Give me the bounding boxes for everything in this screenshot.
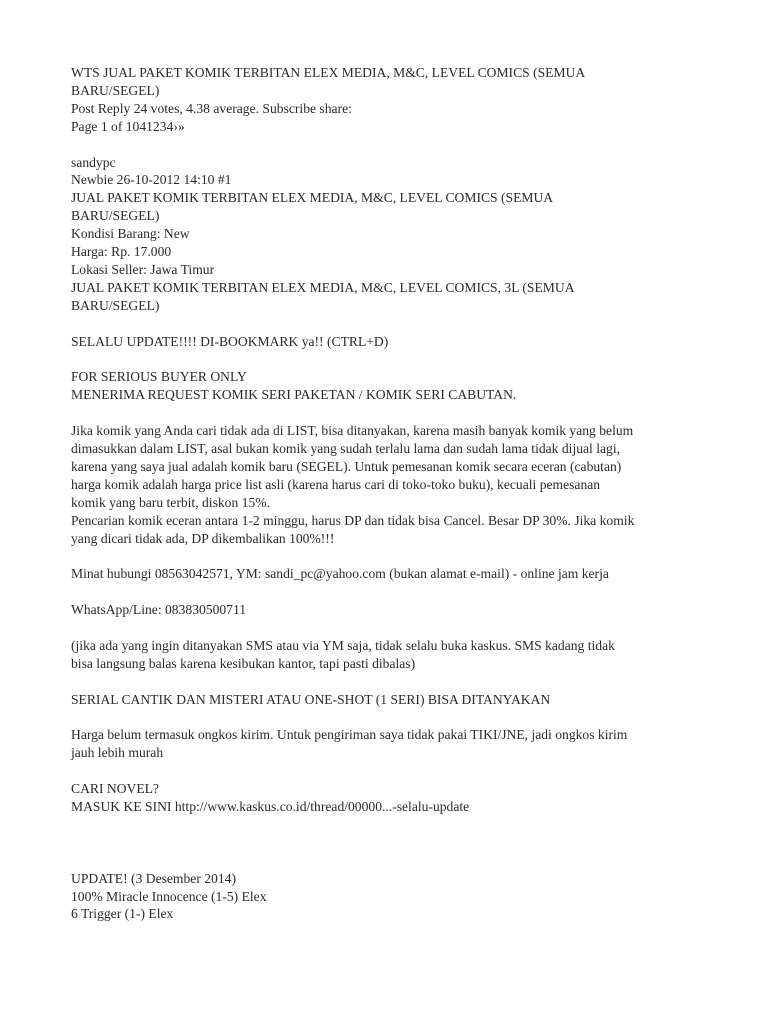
- thread-title-line-1: WTS JUAL PAKET KOMIK TERBITAN ELEX MEDIA, M&C, LEVEL COMICS (SEMUA: [71, 65, 586, 80]
- post-meta: Newbie 26-10-2012 14:10 #1: [71, 172, 232, 188]
- shipping-note-line-2: jauh lebih murah: [71, 745, 164, 761]
- serious-buyer-line-2: MENERIMA REQUEST KOMIK SERI PAKETAN / KOMIK SERI CABUTAN.: [71, 387, 517, 403]
- post-heading-line-2: BARU/SEGEL): [71, 208, 160, 224]
- update-list-item: 100% Miracle Innocence (1-5) Elex: [71, 888, 267, 904]
- sms-note-line-2: bisa langsung balas karena kesibukan kantor, tapi pasti dibalas): [71, 655, 416, 671]
- paragraph-line: Pencarian komik eceran antara 1-2 minggu, harus DP dan tidak bisa Cancel. Besar DP 30%. Jika komik: [71, 512, 635, 528]
- document-body: [71, 64, 711, 923]
- post-subheading-line-1: JUAL PAKET KOMIK TERBITAN ELEX MEDIA, M&C, LEVEL COMICS, 3L (SEMUA: [71, 279, 575, 295]
- item-condition: Kondisi Barang: New: [71, 226, 190, 242]
- paragraph-line: Jika komik yang Anda cari tidak ada di LIST, bisa ditanyakan, karena masih banyak komik yang belum: [71, 423, 634, 439]
- paragraph-line: dimasukkan dalam LIST, asal bukan komik yang sudah terlalu lama dan sudah lama tidak dijual lagi,: [71, 440, 621, 456]
- shipping-note-line-1: Harga belum termasuk ongkos kirim. Untuk pengiriman saya tidak pakai TIKI/JNE, jadi ongkos kirim: [71, 727, 628, 743]
- paragraph-line: yang dicari tidak ada, DP dikembalikan 100%!!!: [71, 530, 335, 546]
- post-heading-line-1: JUAL PAKET KOMIK TERBITAN ELEX MEDIA, M&C, LEVEL COMICS (SEMUA: [71, 190, 554, 206]
- thread-stats: Post Reply 24 votes, 4.38 average. Subscribe share:: [71, 100, 352, 116]
- update-list-item: 6 Trigger (1-) Elex: [71, 906, 174, 922]
- update-note: SELALU UPDATE!!!! DI-BOOKMARK ya!! (CTRL+D): [71, 333, 389, 349]
- thread-title-line-2: BARU/SEGEL): [71, 82, 160, 98]
- post-subheading-line-2: BARU/SEGEL): [71, 297, 160, 313]
- novel-link[interactable]: MASUK KE SINI http://www.kaskus.co.id/thread/00000...-selalu-update: [71, 799, 470, 814]
- seller-location: Lokasi Seller: Jawa Timur: [71, 261, 215, 277]
- paragraph-line: harga komik adalah harga price list asli (karena harus cari di toko-toko buku), kecuali pemesanan: [71, 476, 601, 492]
- post-author[interactable]: sandypc: [71, 154, 116, 170]
- contact-info: Minat hubungi 08563042571, YM: sandi_pc@yahoo.com (bukan alamat e-mail) - online jam kerja: [71, 566, 609, 582]
- update-heading: UPDATE! (3 Desember 2014): [71, 870, 236, 886]
- serial-note: SERIAL CANTIK DAN MISTERI ATAU ONE-SHOT (1 SERI) BISA DITANYAKAN: [71, 691, 551, 707]
- paragraph-line: komik yang baru terbit, diskon 15%.: [71, 494, 270, 510]
- sms-note-line-1: (jika ada yang ingin ditanyakan SMS atau via YM saja, tidak selalu buka kaskus. SMS kadang tidak: [71, 637, 615, 653]
- item-price: Harga: Rp. 17.000: [71, 244, 172, 260]
- paragraph-line: karena yang saya jual adalah komik baru (SEGEL). Untuk pemesanan komik secara eceran (cabutan): [71, 458, 622, 474]
- serious-buyer-line-1: FOR SERIOUS BUYER ONLY: [71, 369, 247, 385]
- novel-heading: CARI NOVEL?: [71, 781, 159, 797]
- page-indicator[interactable]: Page 1 of 1041234›»: [71, 118, 185, 134]
- whatsapp-info: WhatsApp/Line: 083830500711: [71, 602, 247, 618]
